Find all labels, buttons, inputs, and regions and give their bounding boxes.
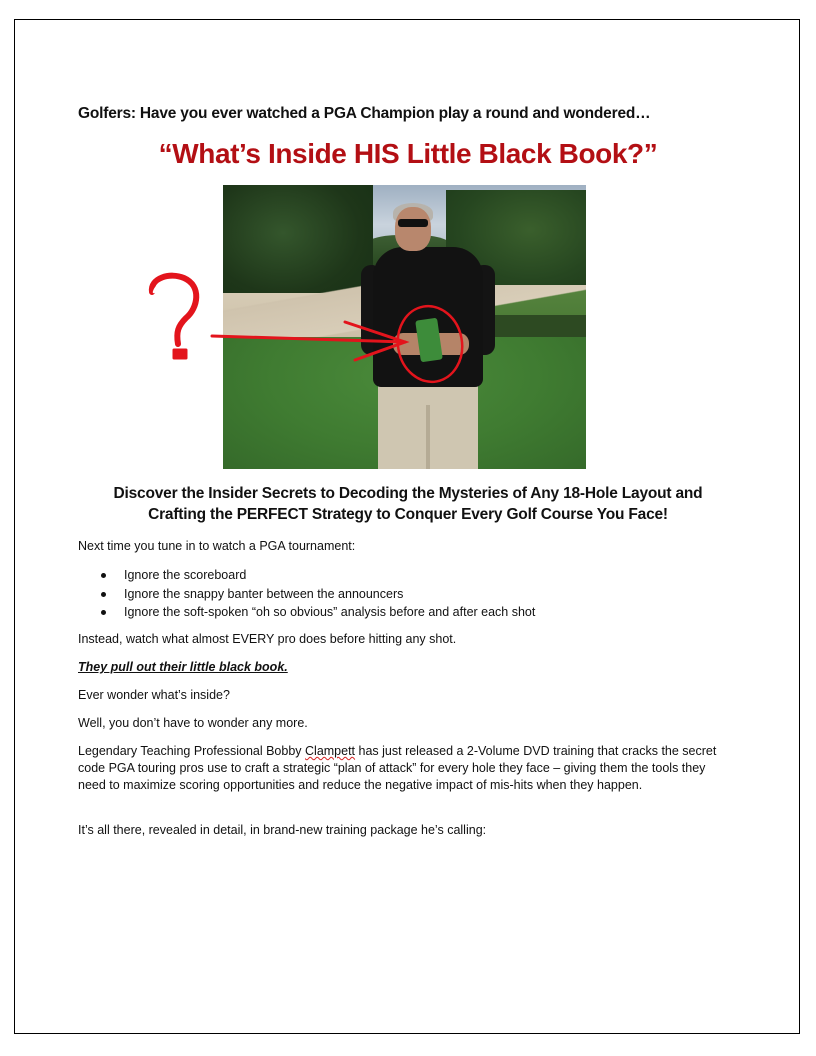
list-item <box>100 603 535 622</box>
list-item-text: Ignore the scoreboard <box>124 568 247 582</box>
golfer-head <box>395 207 431 251</box>
subheadline <box>0 483 816 525</box>
list-item-text: Ignore the snappy banter between the announcers <box>124 586 404 601</box>
legendary-text-after: has just released a 2-Volume DVD training that cracks the secret code PGA touring pros use to craft a strategic “plan of attack” for every hole they face – giving them the tools they need to maximize scoring opportunities and reduce the negative impact of mis-hits when they happen. <box>78 744 717 792</box>
misspelled-word[interactable]: Clampett <box>305 744 356 758</box>
subheadline-line-1: Discover the Insider Secrets to Decoding the Mysteries of Any 18-Hole Layout and <box>113 485 703 502</box>
bullet-icon <box>101 573 106 578</box>
paragraph-its-all-there: It’s all there, revealed in detail, in brand-new training package he’s calling: <box>78 823 487 837</box>
paragraph-instead: Instead, watch what almost EVERY pro does before hitting any shot. <box>78 632 457 646</box>
question-mark-icon <box>152 276 196 358</box>
intro-line: Golfers: Have you ever watched a PGA Champion play a round and wondered… <box>78 105 651 122</box>
subheadline-line-2: Crafting the PERFECT Strategy to Conquer Every Golf Course You Face! <box>148 506 668 523</box>
page-border <box>14 19 800 1034</box>
ignore-list <box>100 566 535 622</box>
list-item-text: Ignore the soft-spoken “oh so obvious” analysis before and after each shot <box>124 605 536 619</box>
paragraph-tune-in: Next time you tune in to watch a PGA tournament: <box>78 539 356 553</box>
paragraph-black-book-emphasis: They pull out their little black book. <box>78 660 288 674</box>
arrow-icon <box>212 322 405 360</box>
annotation-overlay <box>140 270 470 390</box>
golfer-pants-seam <box>426 405 430 469</box>
bullet-icon <box>101 592 106 597</box>
golfer-sunglasses <box>398 219 428 227</box>
paragraph-no-more: Well, you don’t have to wonder any more. <box>78 716 308 730</box>
list-item <box>100 585 535 604</box>
paragraph-legendary <box>78 743 728 794</box>
headline: “What’s Inside HIS Little Black Book?” <box>158 138 658 169</box>
bullet-icon <box>101 610 106 615</box>
list-item <box>100 566 535 585</box>
paragraph-ever-wonder: Ever wonder what’s inside? <box>78 688 230 702</box>
legendary-text-before: Legendary Teaching Professional Bobby <box>78 744 306 758</box>
